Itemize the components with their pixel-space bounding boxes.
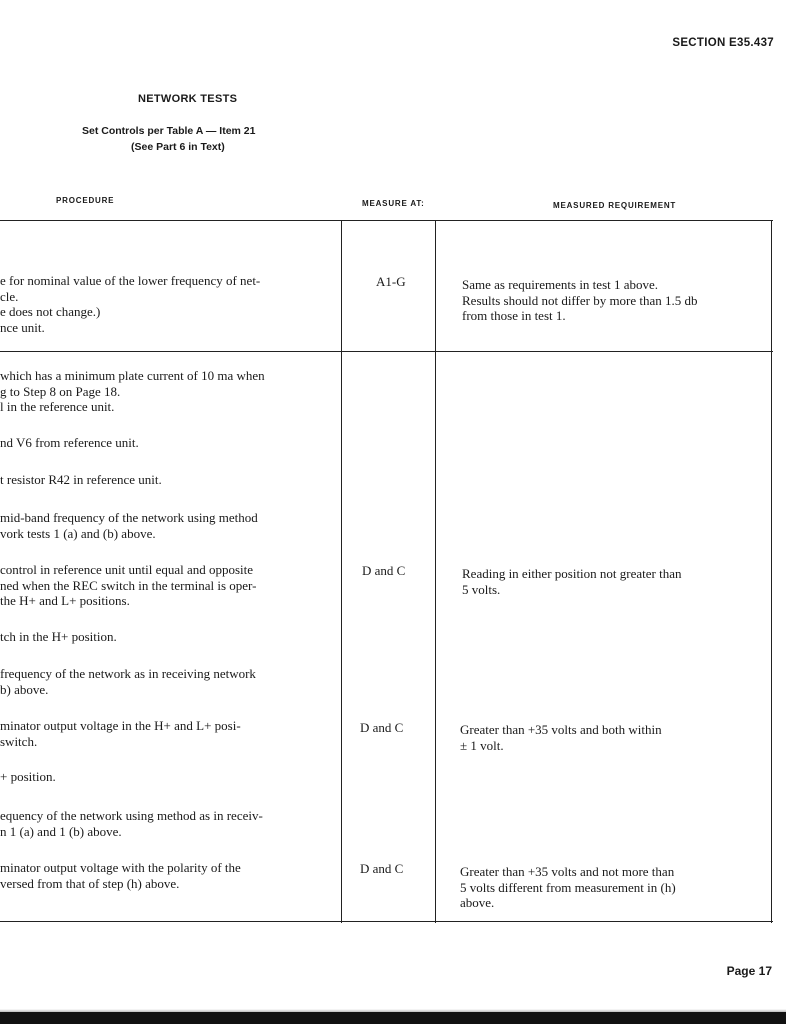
procedure-text: control in reference unit until equal and opposite ned when the REC switch in the terminal is oper- the H+ and L+ positions. [0, 562, 257, 608]
column-divider [341, 221, 342, 923]
column-divider [435, 221, 436, 923]
table-right-border [771, 221, 772, 923]
procedure-text: nd V6 from reference unit. [0, 435, 139, 450]
procedure-text: which has a minimum plate current of 10 ma when g to Step 8 on Page 18. l in the reference unit. [0, 368, 265, 414]
procedure-text: mid-band frequency of the network using method vork tests 1 (a) and (b) above. [0, 510, 258, 541]
measure-point: A1-G [376, 274, 406, 289]
column-header-procedure: PROCEDURE [56, 196, 115, 205]
subtitle-reference: (See Part 6 in Text) [131, 141, 225, 153]
procedure-text: t resistor R42 in reference unit. [0, 472, 162, 487]
column-header-measure-at: MEASURE AT: [362, 199, 425, 208]
procedure-text: equency of the network using method as in receiv- n 1 (a) and 1 (b) above. [0, 808, 263, 839]
column-header-requirement: MEASURED REQUIREMENT [553, 201, 677, 210]
measure-point: D and C [360, 720, 404, 735]
procedure-text: tch in the H+ position. [0, 629, 117, 644]
table-bottom-rule [0, 921, 773, 922]
procedure-text: minator output voltage in the H+ and L+ posi- switch. [0, 718, 241, 749]
measure-point: D and C [362, 563, 406, 578]
page-title: NETWORK TESTS [138, 93, 238, 105]
procedure-text: frequency of the network as in receiving network b) above. [0, 666, 256, 697]
subtitle-controls: Set Controls per Table A — Item 21 [82, 125, 256, 137]
requirement-text: Reading in either position not greater than 5 volts. [462, 566, 682, 597]
section-number: SECTION E35.437 [672, 37, 774, 49]
requirement-text: Same as requirements in test 1 above. Results should not differ by more than 1.5 db from those in test 1. [462, 277, 698, 323]
requirement-text: Greater than +35 volts and both within ± 1 volt. [460, 722, 662, 753]
procedure-text: + position. [0, 769, 56, 784]
row-divider [0, 351, 773, 352]
requirement-text: Greater than +35 volts and not more than 5 volts different from measurement in (h) above. [460, 864, 676, 910]
scan-border [0, 1012, 786, 1024]
page-number: Page 17 [726, 964, 772, 978]
network-tests-table [0, 221, 773, 923]
procedure-text: e for nominal value of the lower frequency of net- cle. e does not change.) nce unit. [0, 273, 261, 335]
procedure-text: minator output voltage with the polarity of the versed from that of step (h) above. [0, 860, 241, 891]
measure-point: D and C [360, 861, 404, 876]
